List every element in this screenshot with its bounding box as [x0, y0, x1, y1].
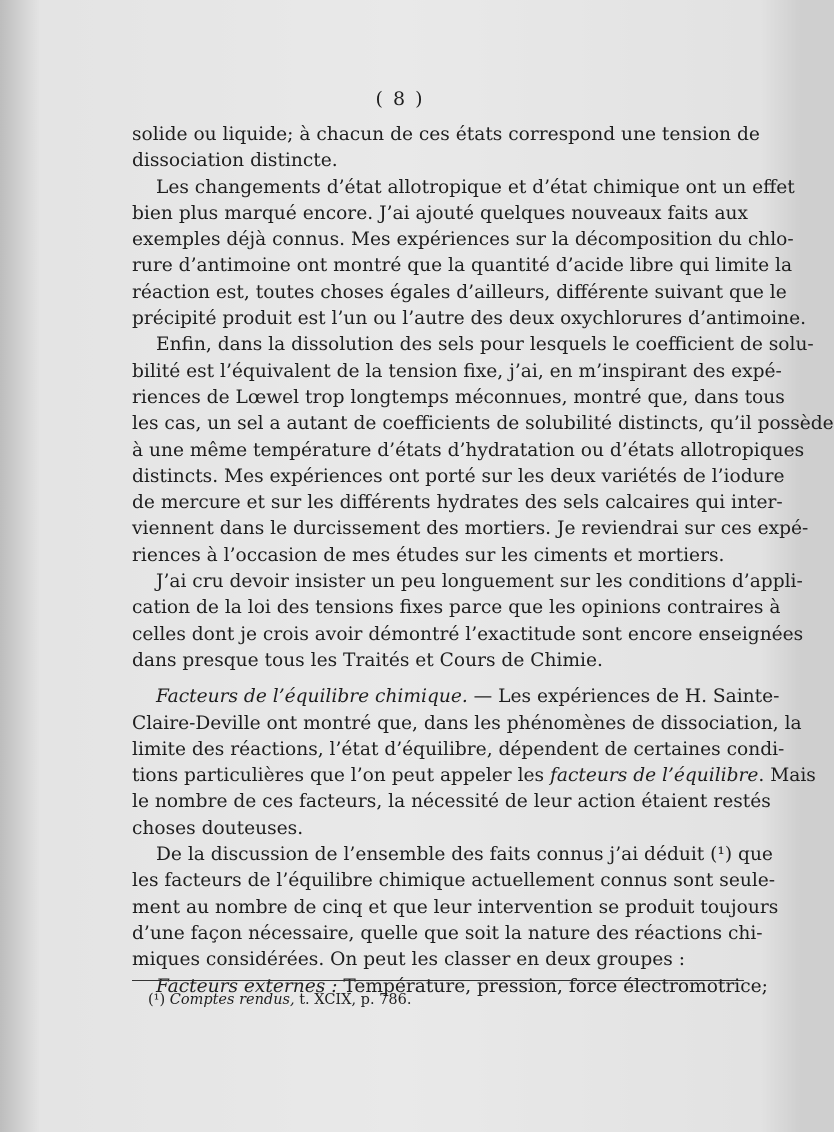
text-line: réaction est, toutes choses égales d’ailleurs, différente suivant que le [132, 281, 787, 303]
text-line: le nombre de ces facteurs, la nécessité de leur action étaient restés [132, 791, 771, 813]
section-heading: Facteurs de l’équilibre chimique. [156, 686, 468, 708]
text-line: dissociation distincte. [132, 150, 338, 172]
text-line: bilité est l’équivalent de la tension fixe, j’ai, en m’inspirant des expé- [132, 360, 782, 382]
text-line: Les changements d’état allotropique et d’état chimique ont un effet [156, 176, 795, 198]
text-line: Enfin, dans la dissolution des sels pour lesquels le coefficient de solu- [156, 334, 814, 356]
text-line: d’une façon nécessaire, quelle que soit la nature des réactions chi- [132, 922, 763, 944]
text-line: précipité produit est l’un ou l’autre des deux oxychlorures d’antimoine. [132, 308, 807, 330]
footnote-divider [132, 980, 744, 981]
text-line: Claire-Deville ont montré que, dans les phénomènes de dissociation, la [132, 712, 802, 734]
paragraph [132, 842, 779, 973]
paragraph [132, 175, 807, 333]
text-line: cation de la loi des tensions fixes parce que les opinions contraires à [132, 597, 781, 619]
section-heading: Facteurs externes : [156, 975, 338, 997]
text-line: de mercure et sur les différents hydrates des sels calcaires qui inter- [132, 492, 783, 514]
text-run: . Mais [758, 765, 816, 787]
page-number: ( 8 ) [375, 88, 425, 110]
text-line: distincts. Mes expériences ont porté sur les deux variétés de l’iodure [132, 465, 785, 487]
heading-continuation: — Les expériences de H. Sainte- [467, 686, 780, 708]
section-paragraph [132, 684, 816, 842]
text-line [132, 684, 780, 710]
text-line: viennent dans le durcissement des mortiers. Je reviendrai sur ces expé- [132, 518, 809, 540]
text-line: bien plus marqué encore. J’ai ajouté quelques nouveaux faits aux [132, 202, 748, 224]
text-line: solide ou liquide; à chacun de ces états correspond une tension de [132, 124, 760, 145]
paragraph [132, 332, 834, 569]
footnote [148, 990, 708, 1010]
italic-term: facteurs de l’équilibre [550, 765, 759, 787]
text-line: exemples déjà connus. Mes expériences sur la décomposition du chlo- [132, 229, 794, 251]
text-body [132, 122, 834, 1000]
text-run: Température, pression, force électromotrice; [337, 975, 768, 997]
footnote-marker: (¹) [148, 992, 166, 1008]
text-line: riences à l’occasion de mes études sur les ciments et mortiers. [132, 544, 725, 566]
text-line: choses douteuses. [132, 817, 304, 839]
text-line: les cas, un sel a autant de coefficients de solubilité distincts, qu’il possède [132, 413, 834, 435]
footnote-reference: t. XCIX, p. 786. [294, 992, 412, 1008]
text-line: les facteurs de l’équilibre chimique actuellement connus sont seule- [132, 870, 776, 892]
text-line: celles dont je crois avoir démontré l’exactitude sont encore enseignées [132, 623, 804, 645]
text-line: limite des réactions, l’état d’équilibre, dépendent de certaines condi- [132, 738, 785, 760]
footnote-source: Comptes rendus, [169, 992, 295, 1008]
text-line [132, 763, 816, 789]
text-line: ment au nombre de cinq et que leur intervention se produit toujours [132, 896, 779, 918]
text-line: J’ai cru devoir insister un peu longuement sur les conditions d’appli- [156, 571, 803, 593]
text-run: tions particulières que l’on peut appeler les [132, 765, 551, 787]
text-line: dans presque tous les Traités et Cours de Chimie. [132, 649, 603, 671]
paragraph [132, 122, 760, 175]
paragraph [132, 569, 804, 674]
text-line: riences de Lœwel trop longtemps méconnues, montré que, dans tous [132, 386, 785, 408]
text-line: miques considérées. On peut les classer en deux groupes : [132, 949, 686, 971]
text-line: rure d’antimoine ont montré que la quantité d’acide libre qui limite la [132, 255, 793, 277]
text-line: à une même température d’états d’hydratation ou d’états allotropiques [132, 439, 805, 461]
text-line: De la discussion de l’ensemble des faits connus j’ai déduit (¹) que [156, 844, 773, 866]
